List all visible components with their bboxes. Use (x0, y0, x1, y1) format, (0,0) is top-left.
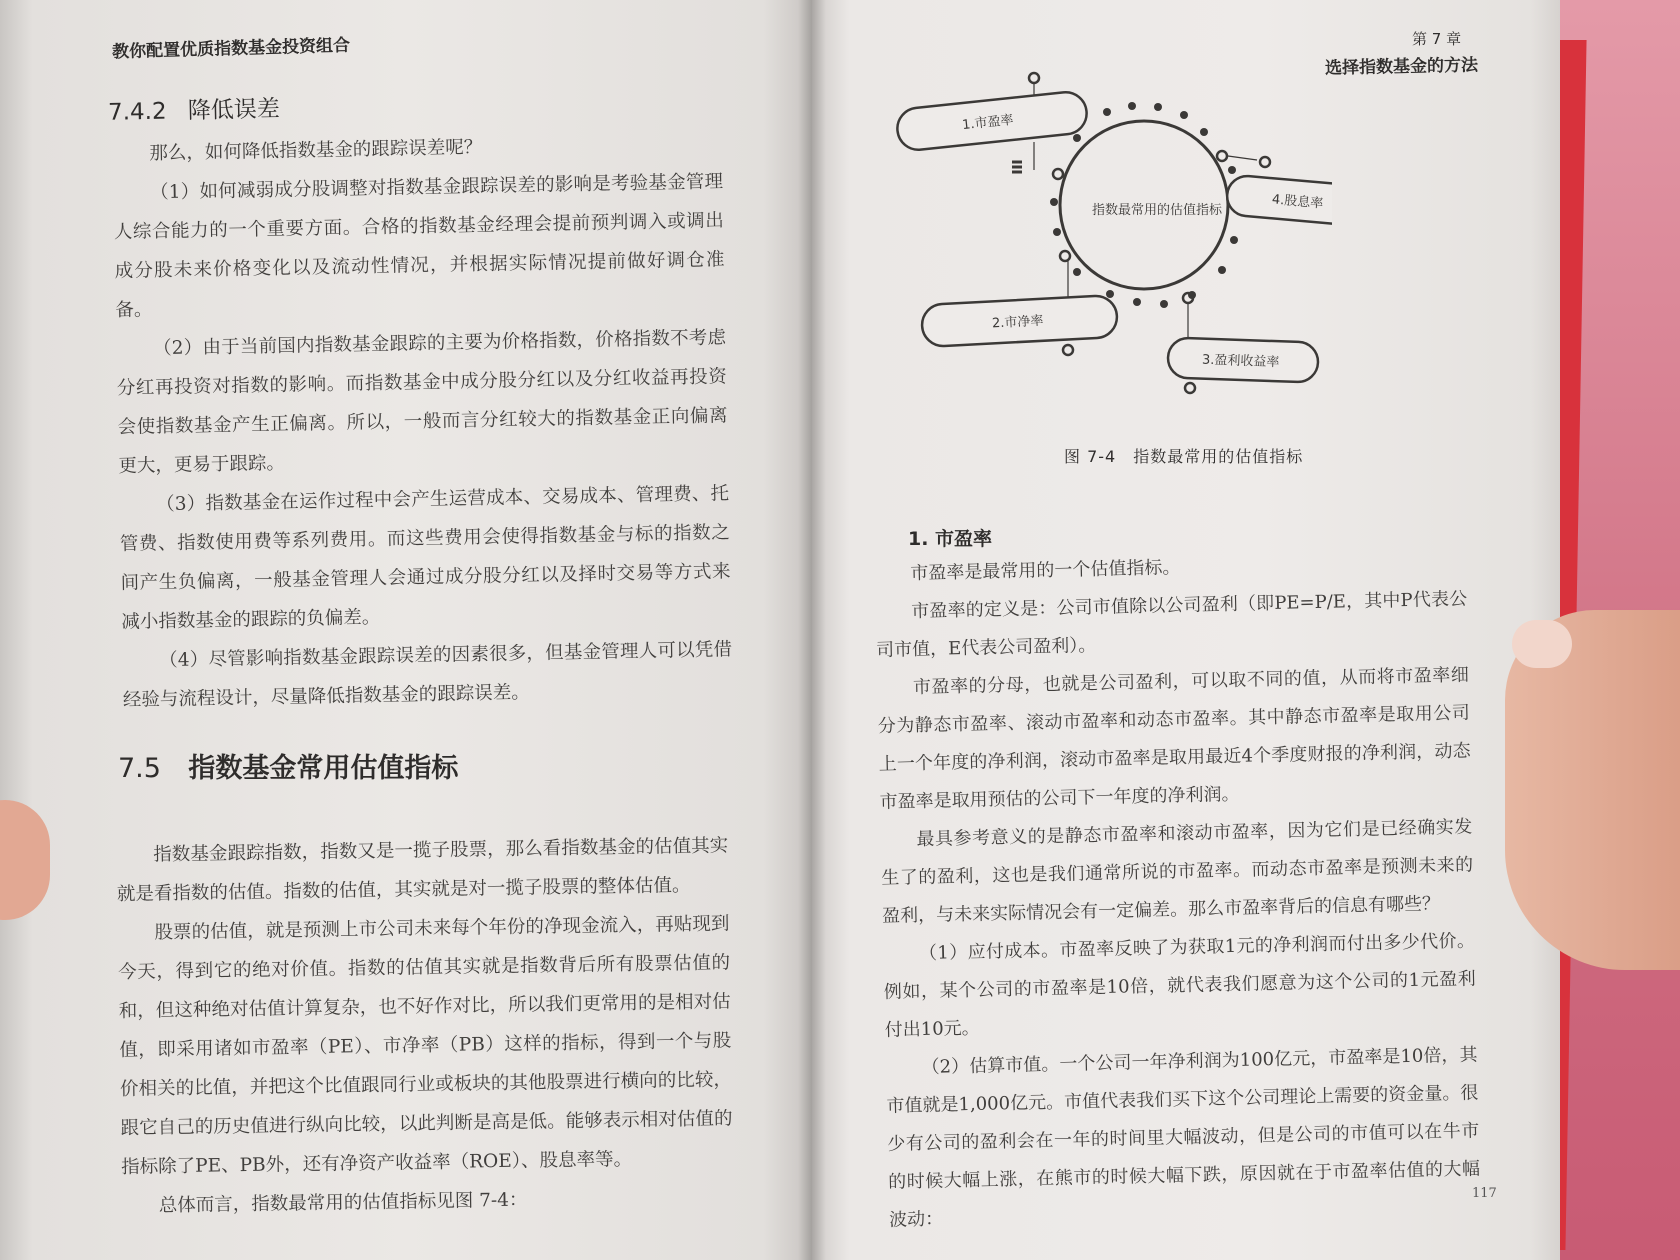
paragraph: 股票的估值，就是预测上市公司未来每个年份的净现金流入，再贴现到今天，得到它的绝对价值。指数的估值其实就是指数背后所有股票估值的和，但这种绝对估值计算复杂，也不好作对比，所以我们更常用的是相对估值，即采用诸如市盈率（PE）、市净率（PB）这样的指标，得到一个与股价相关的比值，并把这个比值跟同行业或板块的其他股票进行横向的比较，跟它自己的历史值进行纵向比较，以此判断是高是低。能够表示相对估值的指标除了PE、PB外，还有净资产收益率（ROE）、股息率等。 (117, 913, 733, 1178)
section-number: 7.5 (118, 753, 161, 784)
chapter-title: 选择指数基金的方法 (1324, 55, 1479, 79)
paragraph: 市盈率是最常用的一个估值指标。 (910, 557, 1181, 585)
paragraph: （2）估算市值。一个公司一年净利润为100亿元，市盈率是10倍，其市值就是1,000亿元。市值代表我们买下这个公司理论上需要的资金量。很少有公司的盈利会在一年的时间里大幅波动，但是公司的市值可以在牛市的时候大幅上涨，在熊市的时候大幅下跌，原因就在于市盈率估值的大幅波动： (886, 1044, 1481, 1231)
book-gutter (798, 0, 826, 1260)
section-75-body (116, 826, 734, 1226)
label-item-3: 3.盈利收益率 (1201, 352, 1280, 371)
paragraph: （1）应付成本。市盈率反映了为获取1元的净利润而付出多少代价。例如，某个公司的市盈率是10倍，就代表我们愿意为这个公司的1元盈利付出10元。 (883, 930, 1476, 1041)
section-heading-75 (118, 746, 458, 785)
label-item-4: 4.股息率 (1271, 192, 1324, 212)
label-item-1: 1.市盈率 (961, 112, 1015, 134)
section-heading-742 (108, 90, 280, 127)
left-thumb (0, 800, 50, 920)
figure-caption: 图 7-4 指数最常用的估值指标 (1064, 447, 1304, 466)
right-page (812, 0, 1560, 1260)
section-title: 指数基金常用估值指标 (188, 753, 459, 784)
paragraph: （2）由于当前国内指数基金跟踪的主要为价格指数，价格指数不考虑分红再投资对指数的影响。而指数基金中成分股分红以及分红收益再投资会使指数基金产生正偏离。所以，一般而言分红较大的指数基金正向偏离更大，更易于跟踪。 (116, 327, 728, 477)
section-title: 降低误差 (187, 96, 281, 125)
left-page (0, 0, 812, 1260)
paragraph: （1）如何减弱成分股调整对指数基金跟踪误差的影响是考验基金管理人综合能力的一个重要方面。合格的指数基金经理会提前预判调入或调出成分股未来价格变化以及流动性情况，并根据实际情况提前做好调仓准备。 (113, 171, 725, 321)
menu-glyph (1012, 162, 1022, 172)
subsection-heading: 1. 市盈率 (908, 528, 993, 550)
section-number: 7.4.2 (107, 98, 167, 126)
right-body (874, 543, 1481, 1240)
thumbnail (1512, 620, 1572, 668)
label-item-2: 2.市净率 (991, 313, 1044, 332)
valuation-figure (892, 70, 1332, 430)
section-742-body (112, 123, 733, 720)
paragraph: 指数基金跟踪指数，指数又是一揽子股票，那么看指数基金的估值其实就是看指数的估值。指数的估值，其实就是对一揽子股票的整体估值。 (116, 835, 729, 905)
running-head-left: 教你配置优质指数基金投资组合 (111, 35, 351, 63)
paragraph: （4）尽管影响指数基金跟踪误差的因素很多，但基金管理人可以凭借经验与流程设计，尽量降低指数基金的跟踪误差。 (122, 639, 733, 711)
page-number: 117 (1472, 1186, 1497, 1201)
paragraph: 那么，如何降低指数基金的跟踪误差呢？ (149, 136, 483, 165)
paragraph: 最具参考意义的是静态市盈率和滚动市盈率，因为它们是已经确实发生了的盈利，这也是我们通常所说的市盈率。而动态市盈率是预测未来的盈利，与未来实际情况会有一定偏差。那么市盈率背后的信息有哪些？ (881, 816, 1474, 927)
paragraph: 市盈率的定义是：公司市值除以公司盈利（即PE=P/E，其中P代表公司市值，E代表公司盈利）。 (875, 588, 1468, 661)
paragraph: （3）指数基金在运作过程中会产生运营成本、交易成本、管理费、托管费、指数使用费等系列费用。而这些费用会使得指数基金与标的指数之间产生负偏离，一般基金管理人会通过成分股分红以及择时交易等方式来减小指数基金的跟踪的负偏差。 (119, 483, 731, 633)
chapter-label: 第 7 章 (1412, 30, 1462, 48)
paragraph: 总体而言，指数最常用的估值指标见图 7-4： (158, 1189, 528, 1217)
paragraph: 市盈率的分母，也就是公司盈利，可以取不同的值，从而将市盈率细分为静态市盈率、滚动市盈率和动态市盈率。其中静态市盈率是取用公司上一个年度的净利润，滚动市盈率是取用最近4个季度财报的净利润，动态市盈率是取用预估的公司下一年度的净利润。 (877, 664, 1471, 813)
center-label: 指数最常用的估值指标 (1092, 203, 1223, 218)
